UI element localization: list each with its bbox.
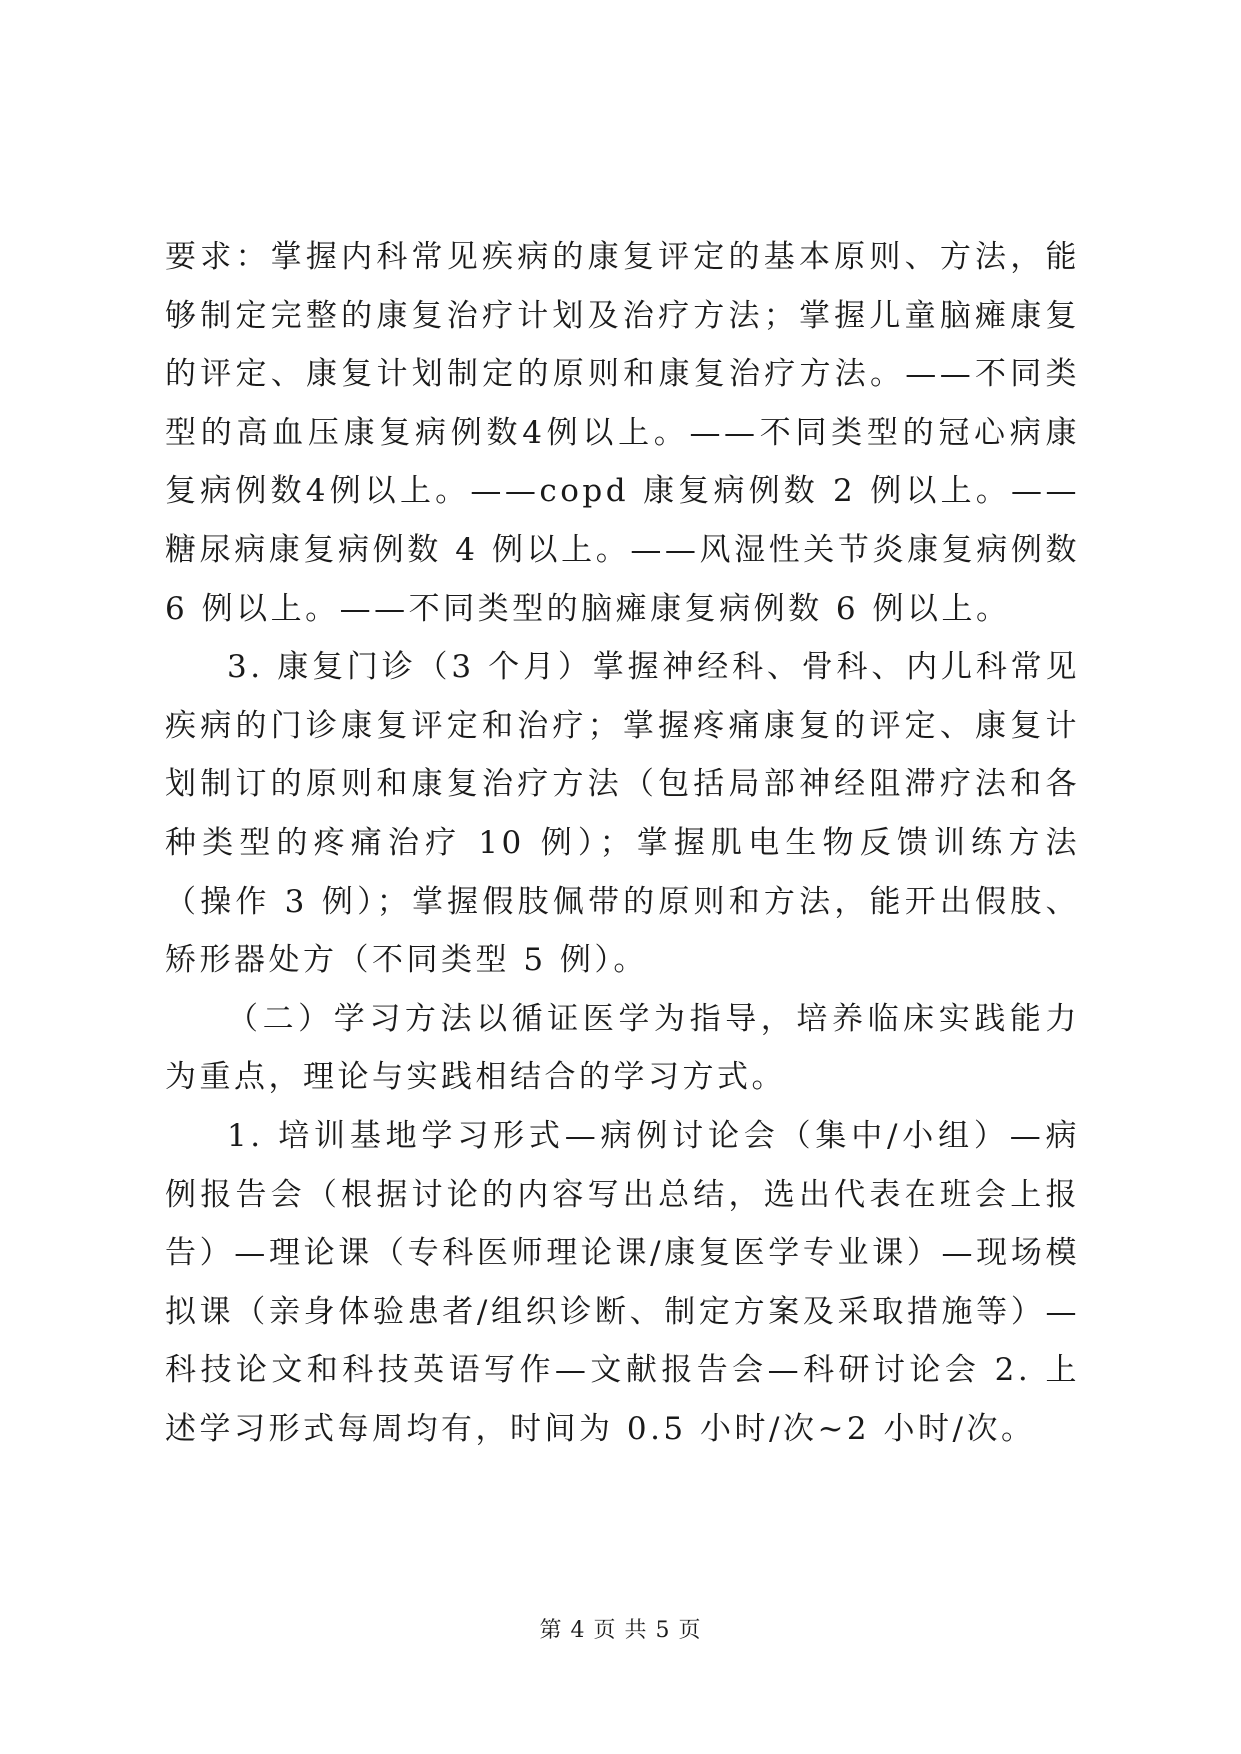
- page-number-footer: 第 4 页 共 5 页: [539, 1618, 702, 1643]
- paragraph-requirements: 要求：掌握内科常见疾病的康复评定的基本原则、方法，能够制定完整的康复治疗计划及治疗方法；掌握儿童脑瘫康复的评定、康复计划制定的原则和康复治疗方法。——不同类型的高血压康复病例数4例以上。——不同类型的冠心病康复病例数4例以上。——copd 康复病例数 2 例以上。——糖尿病康复病例数 4 例以上。——风湿性关节炎康复病例数 6 例以上。——不同类型的脑瘫康复病例数 6 例以上。: [165, 239, 1080, 627]
- paragraph-training-forms: 1. 培训基地学习形式—病例讨论会（集中/小组）—病例报告会（根据讨论的内容写出总结，选出代表在班会上报告）—理论课（专科医师理论课/康复医学专业课）—现场模拟课（亲身体验患者/组织诊断、制定方案及采取措施等）—科技论文和科技英语写作—文献报告会—科研讨论会 2. 上述学习形式每周均有，时间为 0.5 小时/次~2 小时/次。: [165, 1117, 1080, 1447]
- paragraph-rehab-outpatient: 3. 康复门诊（3 个月）掌握神经科、骨科、内儿科常见疾病的门诊康复评定和治疗；掌握疼痛康复的评定、康复计划制订的原则和康复治疗方法（包括局部神经阻滞疗法和各种类型的疼痛治疗 10 例）；掌握肌电生物反馈训练方法（操作 3 例）；掌握假肢佩带的原则和方法，能开出假肢、矫形器处方（不同类型 5 例）。: [165, 649, 1080, 979]
- paragraph-learning-method: （二）学习方法以循证医学为指导，培养临床实践能力为重点，理论与实践相结合的学习方式。: [165, 1000, 1080, 1096]
- document-body: [165, 228, 1080, 1458]
